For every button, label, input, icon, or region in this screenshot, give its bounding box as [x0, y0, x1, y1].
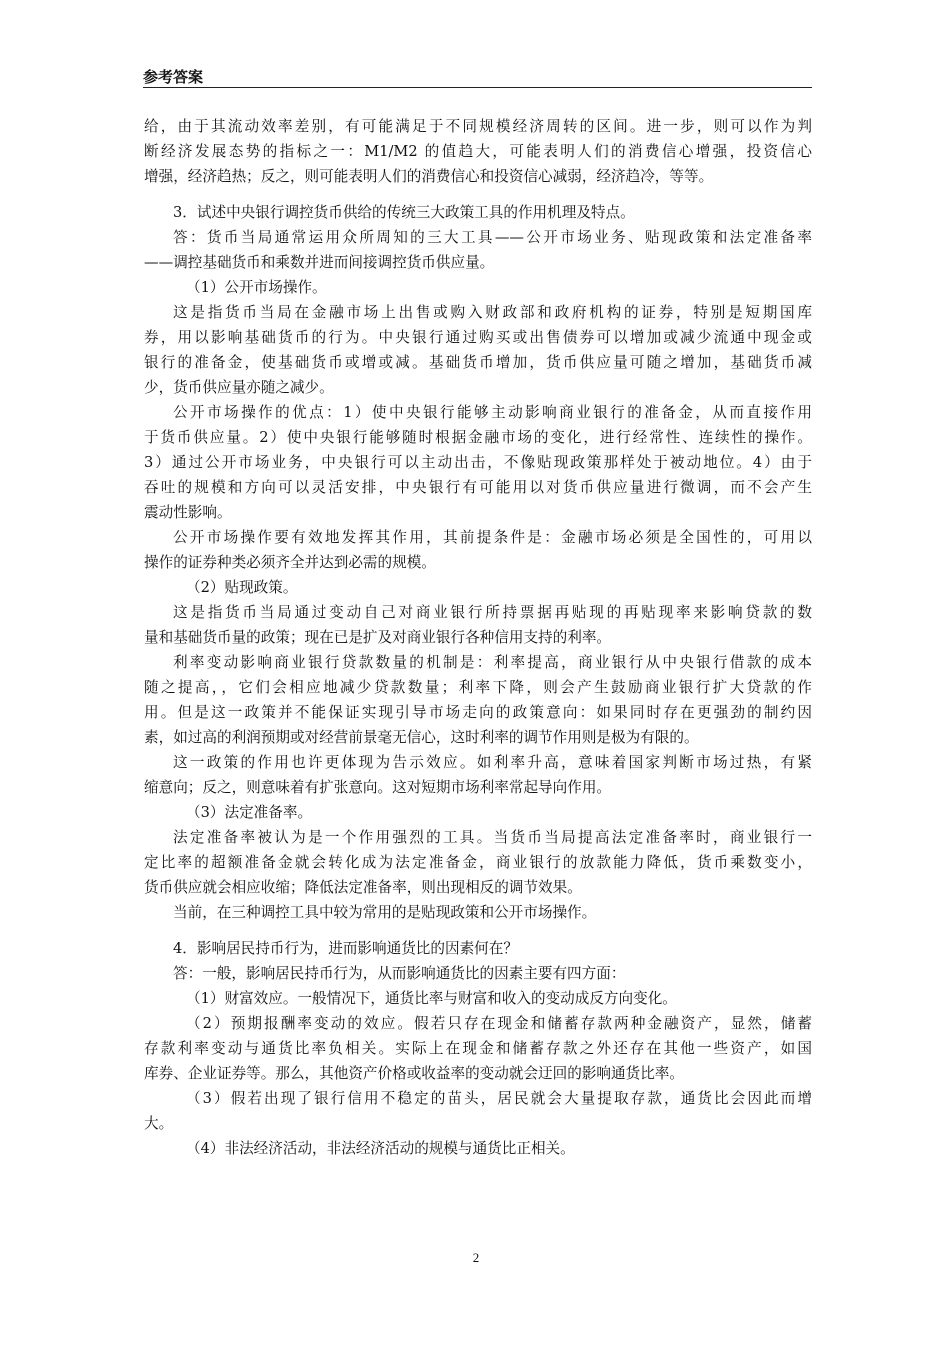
text-line: 增强，经济趋热；反之，则可能表明人们的消费信心和投资信心减弱，经济趋冷，等等。	[144, 168, 714, 185]
text-line: 给，由于其流动效率差别，有可能满足于不同规模经济周转的区间。进一步，则可以作为判	[144, 118, 812, 135]
text-line: 3）通过公开市场业务，中央银行可以主动出击，不像贴现政策那样处于被动地位。4）由于	[144, 454, 812, 471]
text-line: 存款利率变动与通货比率负相关。实际上在现金和储蓄存款之外还存在其他一些资产，如国	[144, 1040, 812, 1057]
text-line: 答：货币当局通常运用众所周知的三大工具——公开市场业务、贴现政策和法定准备率	[173, 229, 812, 246]
text-line: 操作的证券种类必须齐全并达到必需的规模。	[144, 554, 436, 571]
text-line: 4．影响居民持币行为，进而影响通货比的因素何在？	[173, 940, 518, 957]
text-line: 断经济发展态势的指标之一：M1/M2 的值趋大，可能表明人们的消费信心增强，投资信心	[144, 143, 812, 160]
text-line: 这是指货币当局在金融市场上出售或购入财政部和政府机构的证券，特别是短期国库	[173, 304, 812, 321]
text-line: 银行的准备金，使基础货币或增或减。基础货币增加，货币供应量可随之增加，基础货币减	[144, 354, 812, 371]
text-line: 利率变动影响商业银行贷款数量的机制是：利率提高，商业银行从中央银行借款的成本	[173, 654, 812, 671]
document-body	[144, 114, 812, 1161]
text-line: （4）非法经济活动，非法经济活动的规模与通货比正相关。	[186, 1140, 575, 1157]
header-rule	[143, 87, 812, 88]
paragraph-gap	[144, 925, 812, 936]
text-line: 当前，在三种调控工具中较为常用的是贴现政策和公开市场操作。	[173, 904, 597, 921]
text-line: 量和基础货币量的政策；现在已是扩及对商业银行各种信用支持的利率。	[144, 629, 612, 646]
text-line: 素，如过高的利润预期或对经营前景毫无信心，这时利率的调节作用则是极为有限的。	[144, 729, 699, 746]
text-line: 少，货币供应量亦随之减少。	[144, 379, 334, 396]
text-line: 法定准备率被认为是一个作用强烈的工具。当货币当局提高法定准备率时，商业银行一	[173, 829, 812, 846]
text-line: 3．试述中央银行调控货币供给的传统三大政策工具的作用机理及特点。	[173, 204, 635, 221]
text-line: （3）法定准备率。	[186, 804, 313, 821]
text-line: 券，用以影响基础货币的行为。中央银行通过购买或出售债券可以增加或减少流通中现金或	[144, 329, 812, 346]
text-line: （2）预期报酬率变动的效应。假若只存在现金和储蓄存款两种金融资产，显然，储蓄	[186, 1015, 812, 1032]
text-line: 这是指货币当局通过变动自己对商业银行所持票据再贴现的再贴现率来影响贷款的数	[173, 604, 812, 621]
paragraph-gap	[144, 189, 812, 200]
text-line: 公开市场操作要有效地发挥其作用，其前提条件是：金融市场必须是全国性的，可用以	[173, 529, 812, 546]
text-line: （1）公开市场操作。	[186, 279, 327, 296]
text-line: 于货币供应量。2）使中央银行能够随时根据金融市场的变化，进行经常性、连续性的操作。	[144, 429, 812, 446]
page-number: 2	[472, 1250, 480, 1265]
text-line: 这一政策的作用也许更体现为告示效应。如利率升高，意味着国家判断市场过热，有紧	[173, 754, 812, 771]
text-line: 缩意向；反之，则意味着有扩张意向。这对短期市场利率常起导向作用。	[144, 779, 612, 796]
text-line: （1）财富效应。一般情况下，通货比率与财富和收入的变动成反方向变化。	[186, 990, 677, 1007]
running-header: 参考答案	[143, 68, 204, 86]
text-line: （2）贴现政策。	[186, 579, 298, 596]
text-line: 答：一般，影响居民持币行为，从而影响通货比的因素主要有四方面：	[173, 965, 626, 982]
text-line: 震动性影响。	[144, 504, 232, 521]
text-line: 大。	[144, 1115, 174, 1132]
text-line: 随之提高，，它们会相应地减少贷款数量；利率下降，则会产生鼓励商业银行扩大贷款的作	[144, 679, 812, 696]
text-line: （3）假若出现了银行信用不稳定的苗头，居民就会大量提取存款，通货比会因此而增	[186, 1090, 812, 1107]
text-line: 公开市场操作的优点：1）使中央银行能够主动影响商业银行的准备金，从而直接作用	[173, 404, 812, 421]
text-line: 货币供应就会相应收缩；降低法定准备率，则出现相反的调节效果。	[144, 879, 582, 896]
text-line: 库券、企业证券等。那么，其他资产价格或收益率的变动就会迂回的影响通货比率。	[144, 1065, 684, 1082]
text-line: ——调控基础货币和乘数并进而间接调控货币供应量。	[144, 254, 495, 271]
text-line: 用。但是这一政策并不能保证实现引导市场走向的政策意向：如果同时存在更强劲的制约因	[144, 704, 812, 721]
text-line: 吞吐的规模和方向可以灵活安排，中央银行有可能用以对货币供应量进行微调，而不会产生	[144, 479, 812, 496]
text-line: 定比率的超额准备金就会转化成为法定准备金，商业银行的放款能力降低，货币乘数变小，	[144, 854, 812, 871]
